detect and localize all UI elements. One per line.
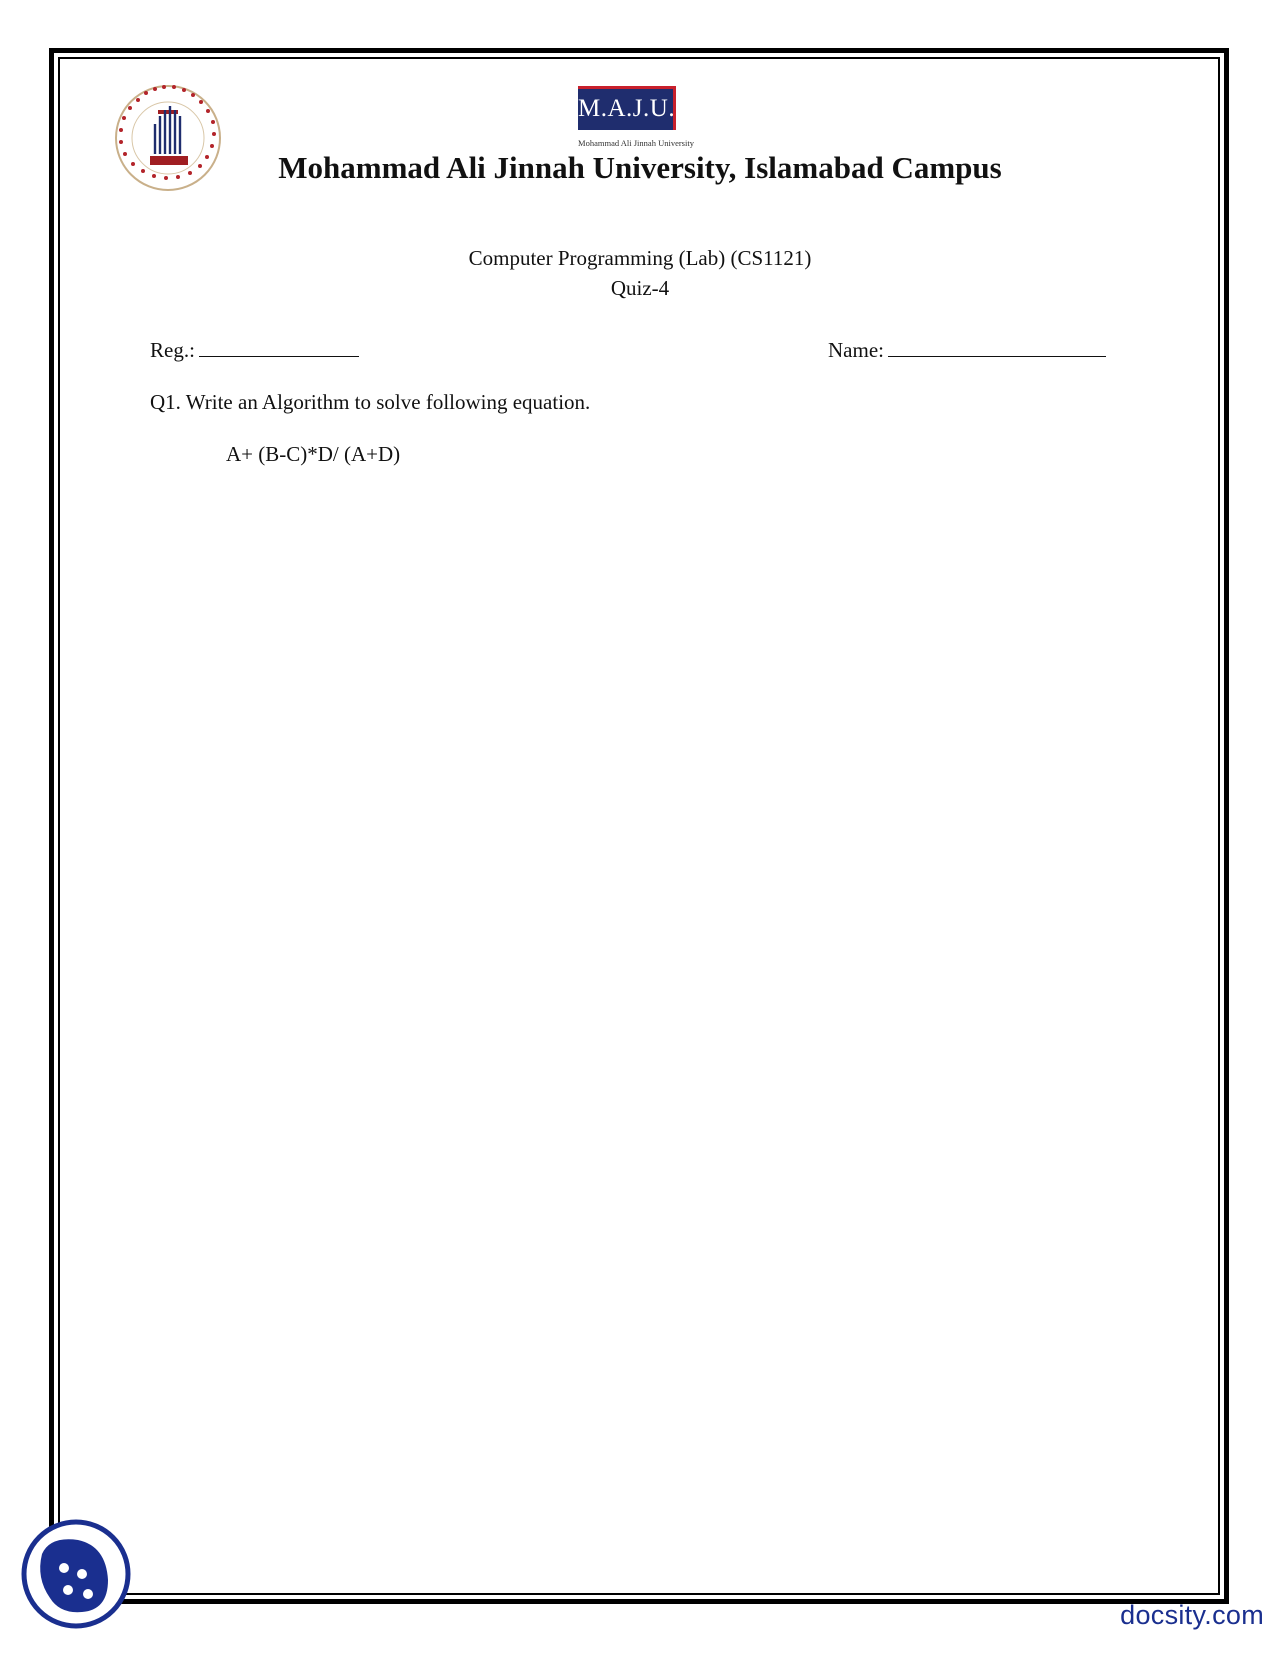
- question-1-equation: A+ (B-C)*D/ (A+D): [226, 442, 401, 466]
- quiz-title: Quiz-4: [610, 276, 670, 300]
- maju-logo: [556, 82, 716, 152]
- name-field[interactable]: [828, 338, 1106, 363]
- question-1-text: Q1. Write an Algorithm to solve following equation.: [150, 390, 591, 414]
- university-title: Mohammad Ali Jinnah University, Islamabad Campus: [278, 150, 1002, 185]
- docsity-watermark[interactable]: docsity.com: [1120, 1600, 1264, 1630]
- reg-label: Reg.:: [150, 338, 195, 362]
- name-blank-line[interactable]: [888, 355, 1106, 357]
- course-title: Computer Programming (Lab) (CS1121): [468, 246, 812, 270]
- reg-field[interactable]: [150, 338, 359, 363]
- maju-logo-abbrev: M.A.J.U.: [578, 86, 676, 130]
- name-label: Name:: [828, 338, 884, 362]
- docsity-badge-icon: [20, 1518, 132, 1630]
- reg-blank-line[interactable]: [199, 355, 359, 357]
- maju-logo-subtitle: Mohammad Ali Jinnah University: [578, 138, 694, 148]
